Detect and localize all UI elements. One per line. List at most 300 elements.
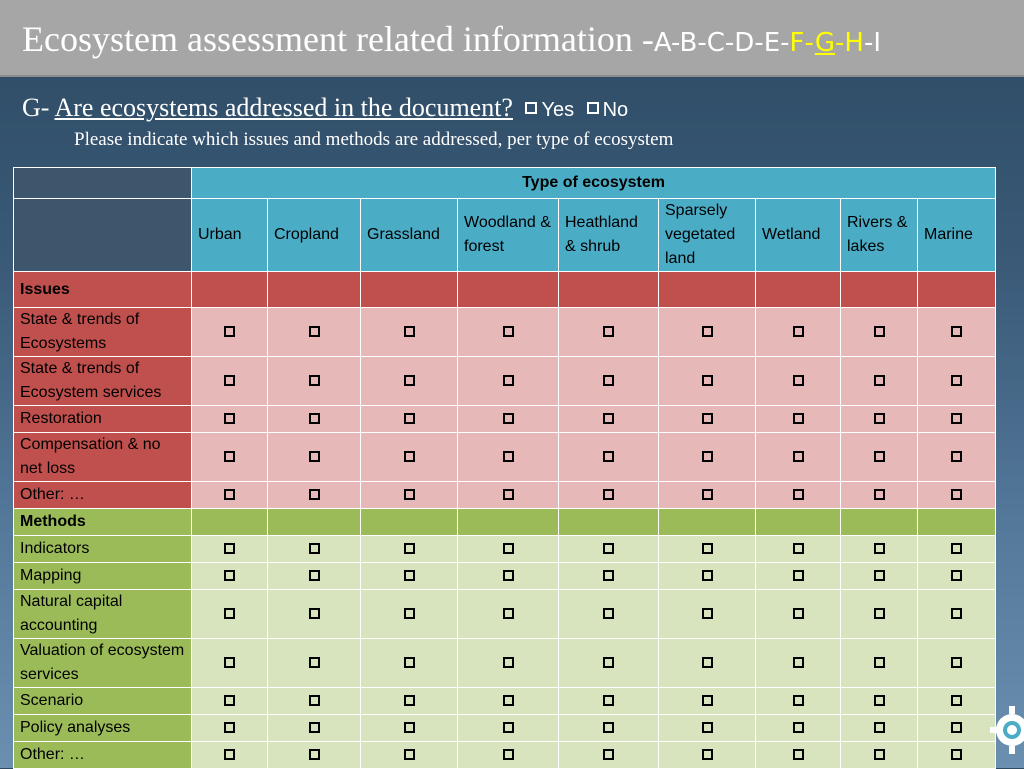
checkbox-icon[interactable] xyxy=(874,657,885,668)
checkbox-cell[interactable] xyxy=(559,715,659,742)
nav-letter[interactable]: F xyxy=(789,28,805,58)
row-label: Restoration xyxy=(14,406,192,433)
checkbox-cell[interactable] xyxy=(268,639,361,688)
checkbox-icon[interactable] xyxy=(951,543,962,554)
checkbox-cell[interactable] xyxy=(756,688,841,715)
checkbox-icon[interactable] xyxy=(603,722,614,733)
checkbox-cell[interactable] xyxy=(361,688,458,715)
section-fill-cell xyxy=(192,509,268,536)
checkbox-icon[interactable] xyxy=(309,570,320,581)
slide-title xyxy=(22,18,881,64)
nav-letter[interactable]: D xyxy=(734,28,755,58)
checkbox-icon[interactable] xyxy=(874,749,885,760)
checkbox-cell[interactable] xyxy=(361,357,458,406)
checkbox-icon[interactable] xyxy=(404,326,415,337)
checkbox-icon[interactable] xyxy=(404,657,415,668)
checkbox-cell[interactable] xyxy=(268,536,361,563)
checkbox-icon[interactable] xyxy=(793,489,804,500)
column-header: Marine xyxy=(918,199,996,272)
checkbox-cell[interactable] xyxy=(918,406,996,433)
checkbox-cell[interactable] xyxy=(268,742,361,769)
checkbox-cell[interactable] xyxy=(192,536,268,563)
checkbox-icon[interactable] xyxy=(603,375,614,386)
checkbox-cell[interactable] xyxy=(192,590,268,639)
checkbox-cell[interactable] xyxy=(559,590,659,639)
type-of-ecosystem-header: Type of ecosystem xyxy=(192,168,996,199)
checkbox-cell[interactable] xyxy=(841,742,918,769)
checkbox-cell[interactable] xyxy=(659,742,756,769)
checkbox-icon[interactable] xyxy=(874,375,885,386)
row-label: State & trends of Ecosystem services xyxy=(14,357,192,406)
title-main: Ecosystem assessment related information - xyxy=(22,19,654,59)
nav-letter[interactable]: C xyxy=(706,28,725,58)
question-line xyxy=(22,92,628,126)
checkbox-cell[interactable] xyxy=(458,406,559,433)
nav-letter[interactable]: E xyxy=(763,28,781,58)
section-fill-cell xyxy=(841,272,918,308)
section-label-methods: Methods xyxy=(14,509,192,536)
checkbox-icon[interactable] xyxy=(603,695,614,706)
checkbox-icon[interactable] xyxy=(951,451,962,462)
table-row xyxy=(14,639,996,688)
nav-letter[interactable]: G xyxy=(814,28,836,58)
section-fill-cell xyxy=(918,272,996,308)
checkbox-icon[interactable] xyxy=(503,489,514,500)
checkbox-icon[interactable] xyxy=(224,489,235,500)
checkbox-icon[interactable] xyxy=(951,695,962,706)
row-label: Policy analyses xyxy=(14,715,192,742)
section-fill-cell xyxy=(458,509,559,536)
section-fill-cell xyxy=(361,272,458,308)
checkbox-cell[interactable] xyxy=(361,406,458,433)
checkbox-icon[interactable] xyxy=(224,326,235,337)
row-label: Natural capital accounting xyxy=(14,590,192,639)
checkbox-icon[interactable] xyxy=(793,570,804,581)
checkbox-icon[interactable] xyxy=(951,375,962,386)
checkbox-cell[interactable] xyxy=(559,536,659,563)
checkbox-icon[interactable] xyxy=(702,543,713,554)
checkbox-cell[interactable] xyxy=(268,357,361,406)
checkbox-icon[interactable] xyxy=(224,749,235,760)
checkbox-icon[interactable] xyxy=(951,608,962,619)
checkbox-icon[interactable] xyxy=(503,749,514,760)
checkbox-icon[interactable] xyxy=(503,570,514,581)
checkbox-cell[interactable] xyxy=(268,563,361,590)
checkbox-icon[interactable] xyxy=(874,413,885,424)
nav-letter[interactable]: - xyxy=(697,28,707,58)
section-label-issues: Issues xyxy=(14,272,192,308)
yes-label: Yes xyxy=(541,99,575,121)
checkbox-cell[interactable] xyxy=(756,482,841,509)
column-header: Heathland & shrub xyxy=(559,199,659,272)
checkbox-cell[interactable] xyxy=(559,742,659,769)
checkbox-icon[interactable] xyxy=(224,375,235,386)
table-row xyxy=(14,433,996,482)
checkbox-cell[interactable] xyxy=(756,536,841,563)
checkbox-icon[interactable] xyxy=(874,722,885,733)
checkbox-icon[interactable] xyxy=(793,413,804,424)
column-header: Sparsely vegetated land xyxy=(659,199,756,272)
header-row-columns xyxy=(14,199,996,272)
section-row-methods xyxy=(14,509,996,536)
nav-letter[interactable]: - xyxy=(671,28,680,58)
checkbox-cell[interactable] xyxy=(361,563,458,590)
checkbox-icon[interactable] xyxy=(702,375,713,386)
checkbox-cell[interactable] xyxy=(756,357,841,406)
checkbox-cell[interactable] xyxy=(918,639,996,688)
checkbox-cell[interactable] xyxy=(458,482,559,509)
checkbox-icon[interactable] xyxy=(603,608,614,619)
checkbox-icon[interactable] xyxy=(874,326,885,337)
checkbox-cell[interactable] xyxy=(192,406,268,433)
checkbox-icon[interactable] xyxy=(404,608,415,619)
checkbox-cell[interactable] xyxy=(756,433,841,482)
section-fill-cell xyxy=(192,272,268,308)
checkbox-cell[interactable] xyxy=(841,308,918,357)
checkbox-cell[interactable] xyxy=(659,308,756,357)
checkbox-icon[interactable] xyxy=(874,608,885,619)
corner-cell xyxy=(14,199,192,272)
column-header: Rivers & lakes xyxy=(841,199,918,272)
checkbox-icon[interactable] xyxy=(702,451,713,462)
checkbox-cell[interactable] xyxy=(756,406,841,433)
checkbox-icon[interactable] xyxy=(793,608,804,619)
checkbox-cell[interactable] xyxy=(918,357,996,406)
checkbox-cell[interactable] xyxy=(458,742,559,769)
row-label: State & trends of Ecosystems xyxy=(14,308,192,357)
checkbox-icon[interactable] xyxy=(603,570,614,581)
checkbox-cell[interactable] xyxy=(918,715,996,742)
section-fill-cell xyxy=(659,509,756,536)
checkbox-cell[interactable] xyxy=(841,590,918,639)
checkbox-icon[interactable] xyxy=(793,749,804,760)
checkbox-icon[interactable] xyxy=(603,413,614,424)
checkbox-icon[interactable] xyxy=(224,451,235,462)
checkbox-cell[interactable] xyxy=(918,308,996,357)
checkbox-icon[interactable] xyxy=(702,695,713,706)
checkbox-cell[interactable] xyxy=(268,688,361,715)
checkbox-icon[interactable] xyxy=(874,695,885,706)
section-fill-cell xyxy=(458,272,559,308)
checkbox-cell[interactable] xyxy=(918,742,996,769)
table-row xyxy=(14,482,996,509)
checkbox-cell[interactable] xyxy=(841,715,918,742)
checkbox-icon[interactable] xyxy=(793,451,804,462)
checkbox-cell[interactable] xyxy=(841,536,918,563)
checkbox-icon[interactable] xyxy=(503,657,514,668)
checkbox-cell[interactable] xyxy=(659,357,756,406)
checkbox-cell[interactable] xyxy=(268,308,361,357)
table-row xyxy=(14,357,996,406)
checkbox-icon[interactable] xyxy=(874,489,885,500)
checkbox-icon[interactable] xyxy=(951,570,962,581)
checkbox-icon[interactable] xyxy=(503,451,514,462)
checkbox-icon[interactable] xyxy=(874,570,885,581)
section-fill-cell xyxy=(841,509,918,536)
checkbox-cell[interactable] xyxy=(559,357,659,406)
nav-letter[interactable]: - xyxy=(754,28,764,58)
checkbox-icon[interactable] xyxy=(404,375,415,386)
checkbox-icon[interactable] xyxy=(603,543,614,554)
checkbox-icon[interactable] xyxy=(702,749,713,760)
checkbox-icon[interactable] xyxy=(702,722,713,733)
checkbox-icon[interactable] xyxy=(603,749,614,760)
checkbox-cell[interactable] xyxy=(841,563,918,590)
checkbox-icon[interactable] xyxy=(404,543,415,554)
nav-letter[interactable]: - xyxy=(863,28,874,58)
checkbox-icon[interactable] xyxy=(603,451,614,462)
checkbox-icon[interactable] xyxy=(603,489,614,500)
header-row-group xyxy=(14,168,996,199)
checkbox-cell[interactable] xyxy=(192,715,268,742)
table-row xyxy=(14,715,996,742)
column-header: Grassland xyxy=(361,199,458,272)
checkbox-cell[interactable] xyxy=(192,482,268,509)
checkbox-cell[interactable] xyxy=(361,715,458,742)
checkbox-cell[interactable] xyxy=(559,688,659,715)
row-label: Mapping xyxy=(14,563,192,590)
row-label: Valuation of ecosystem services xyxy=(14,639,192,688)
checkbox-icon[interactable] xyxy=(702,570,713,581)
checkbox-cell[interactable] xyxy=(659,590,756,639)
checkbox-cell[interactable] xyxy=(659,639,756,688)
checkbox-icon[interactable] xyxy=(951,413,962,424)
checkbox-cell[interactable] xyxy=(841,357,918,406)
checkbox-icon[interactable] xyxy=(503,543,514,554)
checkbox-cell[interactable] xyxy=(192,357,268,406)
checkbox-icon[interactable] xyxy=(224,570,235,581)
no-label: No xyxy=(602,99,629,121)
checkbox-icon[interactable] xyxy=(951,657,962,668)
checkbox-cell[interactable] xyxy=(458,563,559,590)
checkbox-cell[interactable] xyxy=(659,563,756,590)
checkbox-cell[interactable] xyxy=(559,308,659,357)
instructions-text: Please indicate which issues and methods are addressed, per type of ecosystem xyxy=(74,129,674,150)
nav-letter[interactable]: A xyxy=(653,28,672,58)
checkbox-icon[interactable] xyxy=(503,695,514,706)
checkbox-icon[interactable] xyxy=(309,489,320,500)
checkbox-icon[interactable] xyxy=(793,695,804,706)
checkbox-cell[interactable] xyxy=(756,590,841,639)
checkbox-cell[interactable] xyxy=(361,639,458,688)
checkbox-icon[interactable] xyxy=(793,657,804,668)
checkbox-cell[interactable] xyxy=(458,308,559,357)
checkbox-cell[interactable] xyxy=(268,406,361,433)
checkbox-icon[interactable] xyxy=(309,375,320,386)
checkbox-cell[interactable] xyxy=(841,482,918,509)
checkbox-icon[interactable] xyxy=(503,413,514,424)
checkbox-icon[interactable] xyxy=(309,722,320,733)
checkbox-icon[interactable] xyxy=(224,657,235,668)
checkbox-icon[interactable] xyxy=(793,722,804,733)
column-header: Woodland & forest xyxy=(458,199,559,272)
checkbox-icon[interactable] xyxy=(793,326,804,337)
section-nav-letters xyxy=(654,28,881,58)
column-header: Cropland xyxy=(268,199,361,272)
checkbox-cell[interactable] xyxy=(756,563,841,590)
question-text: Are ecosystems addressed in the document? xyxy=(54,93,513,122)
checkbox-cell[interactable] xyxy=(659,715,756,742)
nav-letter[interactable]: B xyxy=(679,28,698,58)
checkbox-icon[interactable] xyxy=(503,722,514,733)
checkbox-cell[interactable] xyxy=(559,433,659,482)
checkbox-icon[interactable] xyxy=(224,722,235,733)
checkbox-cell[interactable] xyxy=(192,433,268,482)
checkbox-icon[interactable] xyxy=(874,543,885,554)
checkbox-cell[interactable] xyxy=(192,742,268,769)
row-label: Scenario xyxy=(14,688,192,715)
checkbox-icon[interactable] xyxy=(404,695,415,706)
checkbox-cell[interactable] xyxy=(659,433,756,482)
checkbox-icon[interactable] xyxy=(793,543,804,554)
checkbox-cell[interactable] xyxy=(841,406,918,433)
checkbox-icon[interactable] xyxy=(503,608,514,619)
checkbox-icon[interactable] xyxy=(309,413,320,424)
checkbox-cell[interactable] xyxy=(659,688,756,715)
section-fill-cell xyxy=(756,509,841,536)
checkbox-icon[interactable] xyxy=(309,749,320,760)
checkbox-cell[interactable] xyxy=(192,308,268,357)
ecosystem-matrix-table xyxy=(13,167,996,769)
checkbox-icon[interactable] xyxy=(404,413,415,424)
checkbox-cell[interactable] xyxy=(918,536,996,563)
checkbox-icon[interactable] xyxy=(404,749,415,760)
checkbox-icon[interactable] xyxy=(224,608,235,619)
checkbox-icon[interactable] xyxy=(224,413,235,424)
section-row-issues xyxy=(14,272,996,308)
checkbox-cell[interactable] xyxy=(659,536,756,563)
checkbox-icon[interactable] xyxy=(503,326,514,337)
checkbox-cell[interactable] xyxy=(559,482,659,509)
section-fill-cell xyxy=(268,272,361,308)
checkbox-cell[interactable] xyxy=(918,590,996,639)
nav-letter[interactable]: H xyxy=(844,28,864,58)
checkbox-icon[interactable] xyxy=(702,657,713,668)
checkbox-cell[interactable] xyxy=(458,590,559,639)
checkbox-cell[interactable] xyxy=(659,482,756,509)
checkbox-cell[interactable] xyxy=(756,639,841,688)
checkbox-icon[interactable] xyxy=(951,326,962,337)
title-bar xyxy=(0,0,1024,77)
checkbox-cell[interactable] xyxy=(841,433,918,482)
nav-letter[interactable]: - xyxy=(724,28,735,58)
section-fill-cell xyxy=(756,272,841,308)
checkbox-icon[interactable] xyxy=(404,489,415,500)
column-header: Wetland xyxy=(756,199,841,272)
yes-checkbox-icon[interactable] xyxy=(525,102,537,114)
checkbox-icon[interactable] xyxy=(309,451,320,462)
checkbox-icon[interactable] xyxy=(603,657,614,668)
corner-cell xyxy=(14,168,192,199)
checkbox-icon[interactable] xyxy=(951,489,962,500)
checkbox-cell[interactable] xyxy=(918,688,996,715)
checkbox-cell[interactable] xyxy=(361,590,458,639)
checkbox-icon[interactable] xyxy=(224,695,235,706)
checkbox-icon[interactable] xyxy=(404,722,415,733)
checkbox-cell[interactable] xyxy=(458,639,559,688)
section-fill-cell xyxy=(918,509,996,536)
checkbox-cell[interactable] xyxy=(458,715,559,742)
checkbox-cell[interactable] xyxy=(918,563,996,590)
nav-letter[interactable]: - xyxy=(835,28,845,58)
question-prefix: G- xyxy=(22,93,55,122)
nav-letter[interactable]: - xyxy=(780,28,790,58)
table-row xyxy=(14,406,996,433)
checkbox-icon[interactable] xyxy=(309,695,320,706)
checkbox-cell[interactable] xyxy=(756,715,841,742)
checkbox-cell[interactable] xyxy=(918,433,996,482)
checkbox-icon[interactable] xyxy=(951,749,962,760)
nav-letter[interactable]: I xyxy=(873,28,882,58)
row-label: Indicators xyxy=(14,536,192,563)
checkbox-cell[interactable] xyxy=(268,482,361,509)
checkbox-cell[interactable] xyxy=(458,433,559,482)
section-fill-cell xyxy=(559,509,659,536)
checkbox-icon[interactable] xyxy=(503,375,514,386)
table-row xyxy=(14,308,996,357)
checkbox-cell[interactable] xyxy=(268,715,361,742)
checkbox-cell[interactable] xyxy=(361,482,458,509)
checkbox-icon[interactable] xyxy=(702,608,713,619)
checkbox-cell[interactable] xyxy=(361,433,458,482)
checkbox-cell[interactable] xyxy=(756,742,841,769)
checkbox-icon[interactable] xyxy=(309,657,320,668)
checkbox-icon[interactable] xyxy=(793,375,804,386)
section-fill-cell xyxy=(361,509,458,536)
checkbox-cell[interactable] xyxy=(361,308,458,357)
checkbox-icon[interactable] xyxy=(309,543,320,554)
checkbox-cell[interactable] xyxy=(268,590,361,639)
checkbox-cell[interactable] xyxy=(559,639,659,688)
checkbox-icon[interactable] xyxy=(874,451,885,462)
checkbox-icon[interactable] xyxy=(224,543,235,554)
checkbox-cell[interactable] xyxy=(361,536,458,563)
checkbox-cell[interactable] xyxy=(458,688,559,715)
checkbox-icon[interactable] xyxy=(951,722,962,733)
section-fill-cell xyxy=(559,272,659,308)
checkbox-cell[interactable] xyxy=(841,639,918,688)
checkbox-icon[interactable] xyxy=(404,451,415,462)
checkbox-cell[interactable] xyxy=(361,742,458,769)
checkbox-cell[interactable] xyxy=(458,536,559,563)
checkbox-icon[interactable] xyxy=(702,413,713,424)
section-fill-cell xyxy=(268,509,361,536)
no-checkbox-icon[interactable] xyxy=(587,102,599,114)
table-row xyxy=(14,536,996,563)
checkbox-cell[interactable] xyxy=(559,406,659,433)
checkbox-cell[interactable] xyxy=(192,563,268,590)
nav-letter[interactable]: - xyxy=(804,28,815,58)
checkbox-icon[interactable] xyxy=(702,326,713,337)
checkbox-cell[interactable] xyxy=(192,639,268,688)
column-header: Urban xyxy=(192,199,268,272)
checkbox-icon[interactable] xyxy=(702,489,713,500)
checkbox-cell[interactable] xyxy=(918,482,996,509)
checkbox-icon[interactable] xyxy=(309,326,320,337)
checkbox-cell[interactable] xyxy=(458,357,559,406)
table-row xyxy=(14,563,996,590)
checkbox-cell[interactable] xyxy=(841,688,918,715)
checkbox-cell[interactable] xyxy=(559,563,659,590)
checkbox-cell[interactable] xyxy=(192,688,268,715)
checkbox-cell[interactable] xyxy=(756,308,841,357)
checkbox-cell[interactable] xyxy=(659,406,756,433)
checkbox-icon[interactable] xyxy=(603,326,614,337)
row-label: Other: … xyxy=(14,482,192,509)
checkbox-icon[interactable] xyxy=(309,608,320,619)
checkbox-cell[interactable] xyxy=(268,433,361,482)
checkbox-icon[interactable] xyxy=(404,570,415,581)
